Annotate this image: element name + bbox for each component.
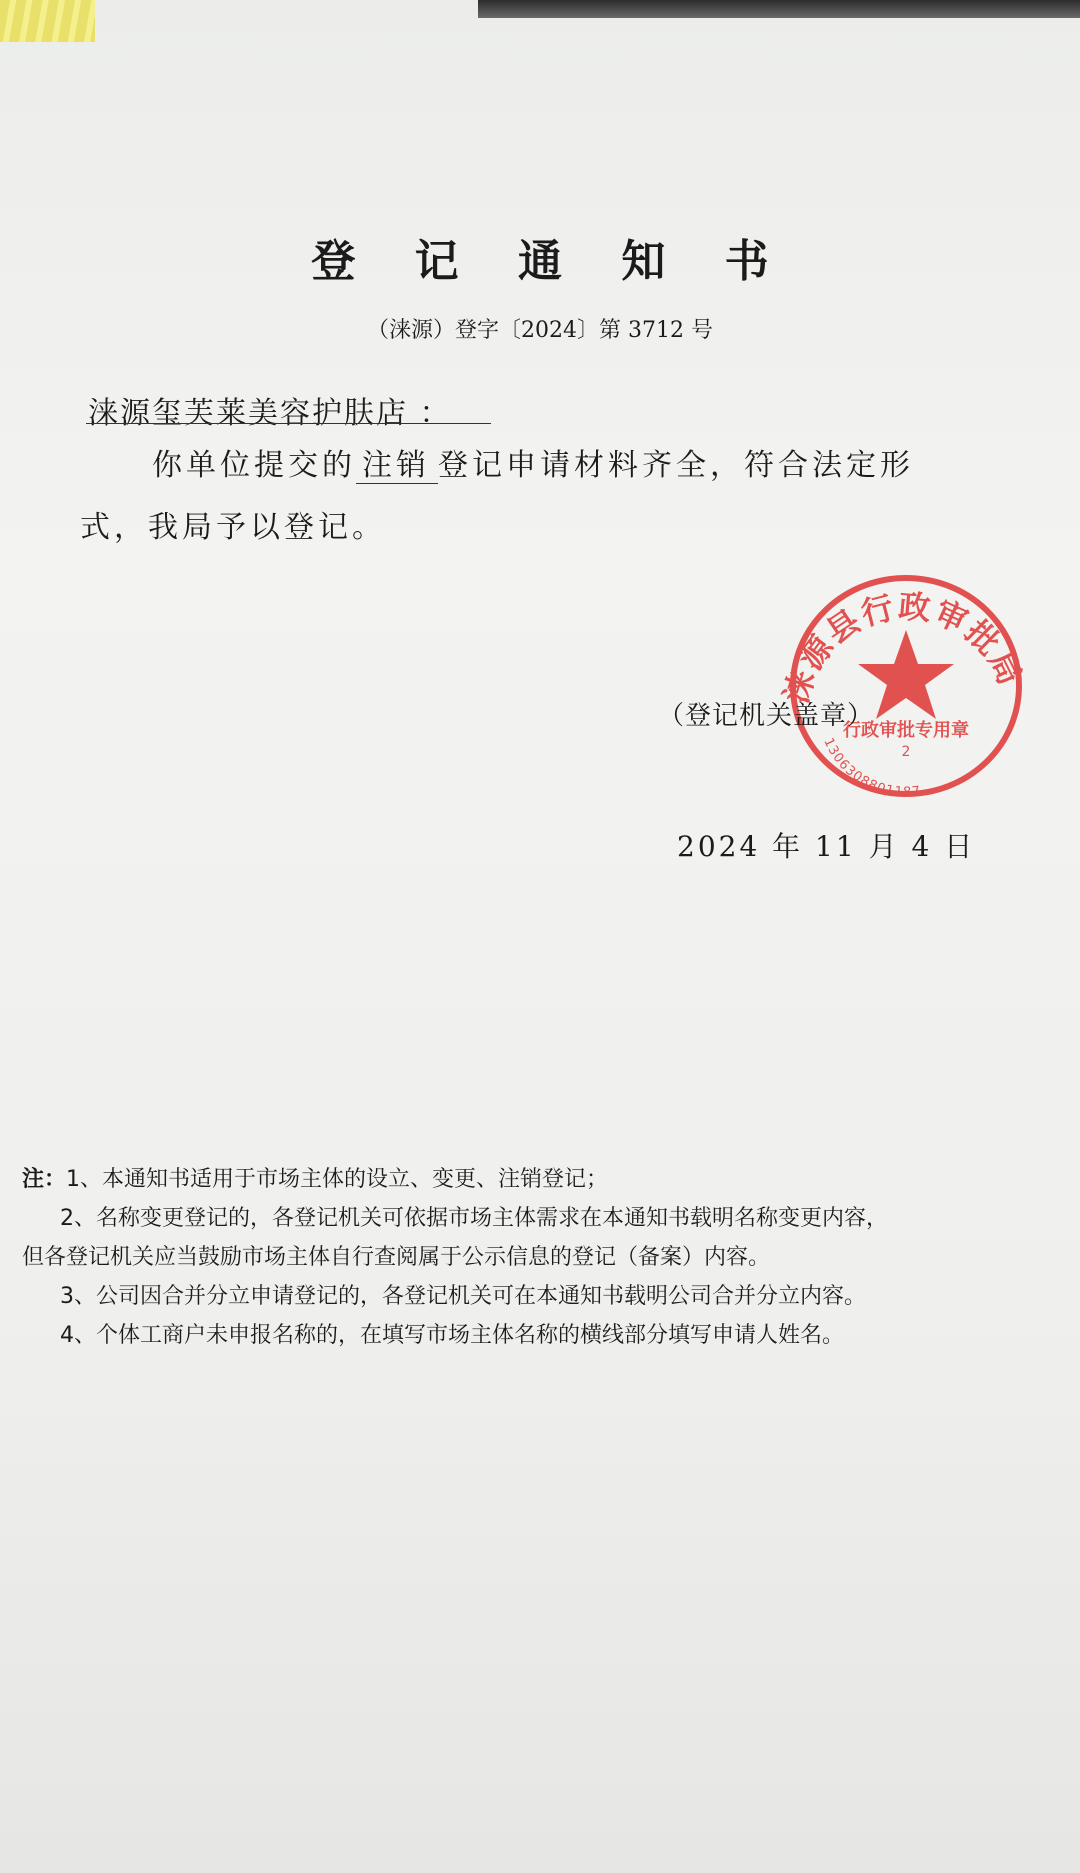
note-text-1: 1、本通知书适用于市场主体的设立、变更、注销登记；: [66, 1167, 609, 1192]
body-suffix: 登记申请材料齐全，符合法定形: [438, 448, 914, 483]
issue-date: 2024 年 11 月 4 日: [677, 830, 976, 863]
note-item-2-continued: 但各登记机关应当鼓励市场主体自行查阅属于公示信息的登记（备案）内容。: [22, 1245, 771, 1270]
note-item-1: [22, 1160, 1062, 1199]
svg-text:2: 2: [901, 744, 911, 760]
addressee-name: 涞源玺芙莱美容护肤店 ：: [88, 396, 452, 431]
note-item-4: 4、个体工商户未申报名称的，在填写市场主体名称的横线部分填写申请人姓名。: [60, 1323, 844, 1348]
addressee-underline: [86, 423, 491, 424]
document-number: （涞源）登字〔2024〕第 3712 号: [367, 318, 713, 343]
note-item-2: 2、名称变更登记的，各登记机关可依据市场主体需求在本通知书载明名称变更内容，: [60, 1206, 888, 1231]
body-prefix: 你单位提交的: [152, 448, 356, 483]
registration-authority-seal-label: （登记机关盖章）: [658, 701, 875, 731]
registration-type-blank: 注销: [356, 449, 438, 484]
note-item-3: 3、公司因合并分立申请登记的，各登记机关可在本通知书载明公司合并分立内容。: [60, 1284, 866, 1309]
notes-section: [22, 1160, 1062, 1355]
svg-text:行政审批专用章: 行政审批专用章: [843, 720, 969, 741]
official-seal-stamp: [776, 568, 1036, 804]
document-title: 登 记 通 知 书: [311, 236, 791, 287]
body-line-1: [152, 440, 914, 484]
svg-text:1306308801187: 1306308801187: [820, 735, 923, 801]
dark-folder-edge: [478, 0, 1080, 18]
yellow-folder-edge: [0, 0, 95, 42]
svg-text:涞源县行政审批局: 涞源县行政审批局: [776, 587, 1031, 708]
notes-label: 注：: [22, 1167, 67, 1192]
body-line-2: 式，我局予以登记。: [80, 510, 386, 545]
